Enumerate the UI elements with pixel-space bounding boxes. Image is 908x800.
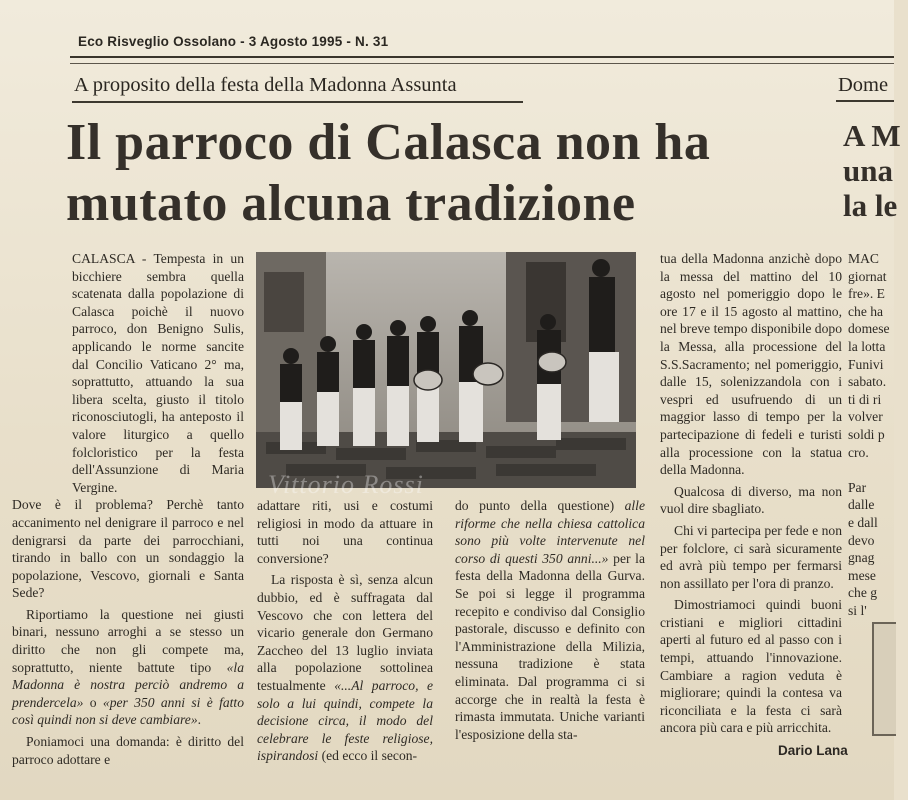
paragraph-binari [12, 606, 244, 729]
next-article-line: devo [848, 532, 875, 548]
next-headline-line: A M [843, 118, 901, 153]
band-photo [256, 252, 636, 488]
next-article-line: MAC [848, 251, 879, 266]
article-column-3 [455, 497, 645, 747]
text-run: La risposta è sì, senza alcun dubbio, ed è suffragata dal Vescovo che con lettera del vicario generale don Germano Zaccheo del 13 luglio inviata alla popolazione sottolinea testualmente [257, 572, 433, 693]
next-article-line: domese [848, 321, 890, 337]
next-headline-line: una [843, 153, 893, 188]
next-article-line: che g [848, 585, 878, 601]
paragraph-intro [72, 250, 244, 496]
masthead: Eco Risveglio Ossolano - 3 Agosto 1995 - N. 31 [78, 34, 389, 49]
next-article-line: soldi p [848, 426, 885, 442]
paragraph-question [12, 496, 244, 602]
text-run: Chi vi partecipa per fede e non per folclore, ci sarà sicuramente ed avrà più tempo per fermarsi non assillato per l'ora di pranzo. [660, 522, 842, 591]
quote-italic: alle riforme che nella chiesa cattolica sono più volte intervenute nel corso di questi 350 anni...» [455, 498, 645, 566]
paragraph-diverso [660, 483, 842, 518]
next-article-line: volver [848, 409, 883, 425]
next-article-line: Funivi [848, 356, 884, 372]
next-article-line: fre». E [848, 286, 885, 302]
text-run: (ed ecco il secon- [318, 748, 418, 764]
band-photo-image [256, 252, 636, 488]
quote-italic: «la Madonna è nostra perciò andremo a prendercela» [12, 659, 244, 710]
text-run: Poniamoci una domanda: è diritto del parroco adottare e [12, 734, 244, 767]
side-box-frame [872, 622, 896, 736]
photo-watermark: Vittorio Rossi [268, 470, 424, 499]
masthead-rule [70, 56, 894, 58]
next-article-line: che ha [848, 303, 884, 319]
next-article-line: dalle [848, 497, 875, 513]
paragraph-fede [660, 522, 842, 592]
article-column-4 [660, 250, 842, 741]
paragraph-risposta [257, 571, 433, 765]
text-run: Dimostriamoci quindi buoni cristiani e migliori cittadini aperti al futuro ed al passo con i tempi, attuando l'innovazione. Cambiare a ragion veduta è migliorare; quindi la contesa va riconciliata e la festa ci sarà ancora più cara e più arricchita. [660, 597, 842, 736]
text-run: per la festa della Madonna della Gurva. Se poi si legge il programma recepito e condiviso dal Consiglio pastorale, discusso e definito con l'Amministrazione della Milizia, nessuna tradizione è stata eliminata. Dal programma ci si accorge che in realtà la festa è rimasta immutata. Uniche varianti l'esposizione della sta- [455, 550, 645, 742]
quote-italic: «...Al parroco, e solo a lui quindi, compete la decisione circa, il modo del celebrare le feste religiose, ispirandosi [257, 677, 433, 764]
next-article-line: sabato. [848, 374, 887, 390]
article-column-1 [12, 250, 244, 772]
next-article-line: si l' [848, 602, 867, 618]
quote-italic: «per 350 anni si è fatto così quindi non si deve cambiare» [12, 694, 244, 728]
text-run: tua della Madonna anzichè dopo la messa del mattino del 10 agosto nel pomeriggio dopo le ore 17 e il 15 agosto al mattino, nel breve tempo disponibile dopo la Messa, alla processione del S.S.Sacramento; nel pomeriggio, dalle 15, solenizzandola con i vespri ed usufruendo di un maggior lasso di tempo per la partecipazione di fedeli e turisti alla processione con la statua della Madonna. [660, 251, 842, 478]
next-article-line: mese [848, 567, 876, 583]
intro-text: CALASCA - Tempesta in un bicchiere sembra quella scatenata dalla popolazione di Calasca poichè il nuovo parroco, don Benigno Sulis, applicando le norme sancite dal Concilio Vaticano 2° ma, soprattutto, attuando la sua libera scelta, giusto il titolo riconosciutogli, ha anteposto il valore liturgico a quello folcloristico per la festa dell'Assunzione di Maria Vergine. [72, 251, 244, 495]
next-article-headline [843, 118, 903, 223]
next-article-line: giornat [848, 268, 887, 284]
masthead-rule-thin [70, 63, 894, 64]
paragraph-continuation [455, 497, 645, 743]
next-article-column [848, 250, 908, 619]
author-byline: Dario Lana [778, 743, 848, 758]
next-article-line: Par [848, 479, 867, 495]
next-article-line [848, 461, 908, 479]
next-headline-line: la le [843, 188, 898, 223]
text-run: Riportiamo la questione nei giusti binari, nessuno arroghi a se stesso un diritto che non gli compete ma, soprattutto, niente battute tipo [12, 606, 244, 675]
next-article-kicker: Dome [838, 74, 889, 96]
text-run: Qualcosa di diverso, ma non vuol dire sbagliato. [660, 483, 842, 517]
text-run: do punto della questione) [455, 498, 625, 513]
paragraph-continuation [257, 497, 433, 567]
article-headline: Il parroco di Calasca non ha mutato alcuna tradizione [66, 114, 711, 232]
text-run: o [83, 694, 103, 710]
paragraph-dimostriamoci [660, 596, 842, 737]
paragraph-domanda [12, 733, 244, 768]
paragraph-continuation [660, 250, 842, 479]
kicker-underline [72, 101, 523, 103]
next-article-line: ti di ri [848, 391, 882, 407]
next-article-line: gnag [848, 550, 875, 566]
article-kicker: A proposito della festa della Madonna Assunta [74, 74, 457, 96]
text-run: . [197, 712, 202, 728]
next-article-line: la lotta [848, 338, 886, 354]
text-run: adattare riti, usi e costumi religiosi in modo da attuare in tutti noi una continua conversione? [257, 498, 433, 566]
next-article-line: cro. [848, 444, 869, 460]
next-kicker-underline [836, 100, 894, 102]
article-column-2 [257, 497, 433, 769]
next-article-line: e dall [848, 514, 878, 530]
question-text: Dove è il problema? Perchè tanto accanimento nel denigrare il parroco e nel denigrarsi da parte dei parrocchiani, tirando in ballo con un sondaggio la popolazione, Vescovo, giornali e Santa Sede? [12, 497, 244, 601]
